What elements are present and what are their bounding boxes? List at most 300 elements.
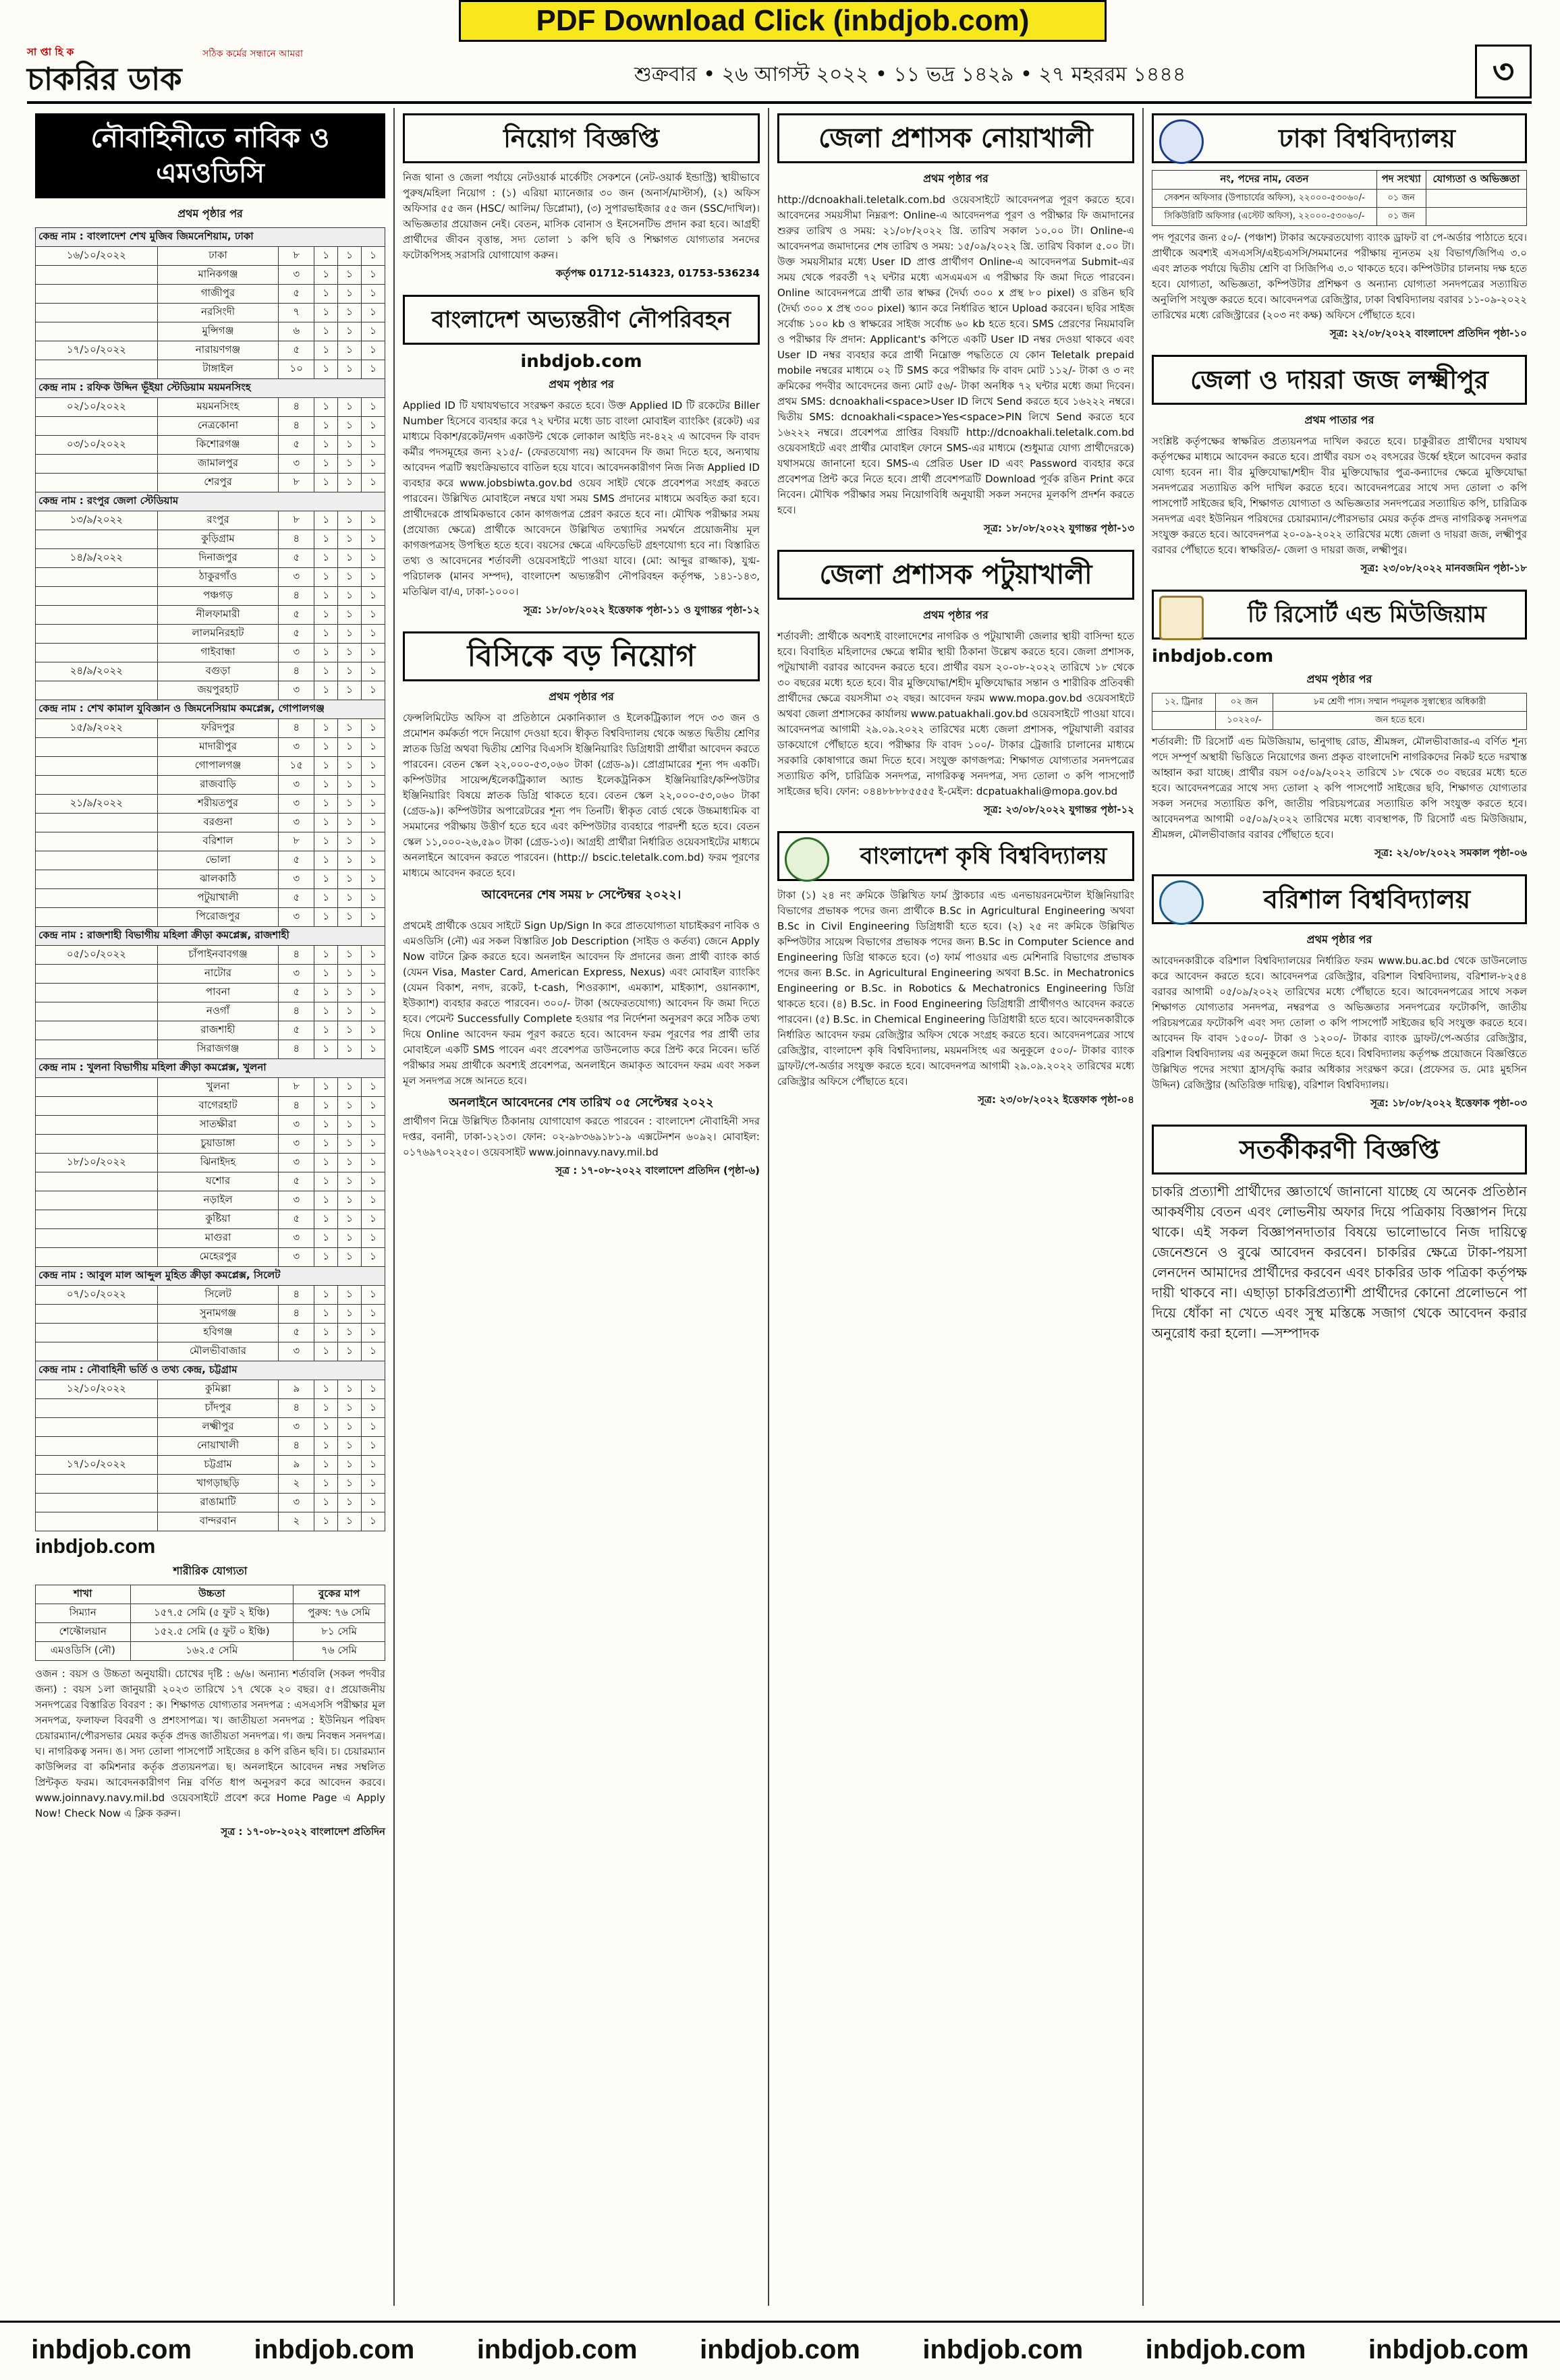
navy-cont-source: সূত্র : ১৭-০৮-২০২২ বাংলাদেশ প্রতিদিন (পৃষ্ঠা-৬) bbox=[555, 1164, 760, 1177]
table-cell: ১ bbox=[361, 1342, 385, 1361]
patuakhali-continued: প্রথম পৃষ্ঠার পর bbox=[923, 608, 988, 621]
table-cell: চুয়াডাঙ্গা bbox=[157, 1135, 279, 1154]
page-number: ৩ bbox=[1475, 45, 1532, 98]
table-cell: ১ bbox=[314, 549, 338, 568]
table-cell: ১ bbox=[338, 474, 362, 492]
table-row bbox=[36, 1418, 385, 1437]
judge-heading: জেলা ও দায়রা জজ লক্ষ্মীপুর bbox=[1152, 355, 1527, 405]
article-bscic bbox=[403, 631, 760, 906]
tea-heading bbox=[1152, 590, 1527, 640]
table-cell: ১ bbox=[314, 1210, 338, 1229]
table-cell: ১ bbox=[338, 1229, 362, 1248]
barishal-source: সূত্র: ১৮/০৮/২০২২ ইত্তেফাক পৃষ্ঠা-০৩ bbox=[1370, 1097, 1527, 1109]
table-cell: ৯ bbox=[279, 1380, 314, 1399]
noakhali-source: সূত্র: ১৮/০৮/২০২২ যুগান্তর পৃষ্ঠা-১৩ bbox=[984, 522, 1134, 534]
table-cell: ১ bbox=[361, 1437, 385, 1456]
table-cell: নওগাঁ bbox=[157, 1002, 279, 1021]
table-cell: ১ bbox=[361, 436, 385, 455]
table-cell: ১ bbox=[338, 1456, 362, 1475]
footer-link[interactable]: inbdjob.com bbox=[254, 2334, 415, 2364]
table-cell: ১ bbox=[338, 568, 362, 587]
venue-table bbox=[35, 227, 385, 1531]
du-header: যোগ্যতা ও অভিজ্ঞতা bbox=[1426, 171, 1526, 190]
table-cell bbox=[36, 285, 158, 304]
venue-name: কেন্দ্র নাম : রফিক উদ্দিন ভূঁইয়া স্টেডিয়াম ময়মনসিংহ bbox=[36, 379, 385, 398]
venue-name: কেন্দ্র নাম : খুলনা বিভাগীয় মহিলা ক্রীড়া কমপ্লেক্স, খুলনা bbox=[36, 1059, 385, 1078]
table-cell: ১ bbox=[314, 436, 338, 455]
footer-link[interactable]: inbdjob.com bbox=[31, 2334, 192, 2364]
venue-header-row bbox=[36, 700, 385, 719]
du-logo-icon bbox=[1159, 119, 1204, 164]
table-cell: নীলফামারী bbox=[157, 606, 279, 625]
table-cell: ১ bbox=[361, 908, 385, 927]
table-row bbox=[36, 606, 385, 625]
column-3 bbox=[769, 108, 1144, 2306]
table-cell: ৮ bbox=[279, 474, 314, 492]
table-row bbox=[1152, 190, 1527, 208]
article-bau bbox=[777, 831, 1134, 1109]
brand bbox=[27, 45, 182, 96]
table-cell: ১ bbox=[361, 341, 385, 360]
table-cell bbox=[36, 1324, 158, 1342]
table-cell: ১ bbox=[361, 1021, 385, 1040]
footer-link[interactable]: inbdjob.com bbox=[700, 2334, 860, 2364]
table-cell: ১ bbox=[314, 1040, 338, 1059]
table-cell: ১ bbox=[338, 436, 362, 455]
table-cell: শেফ্টোলয়ান bbox=[36, 1623, 131, 1642]
brand-weekly: সা প্তা হি ক bbox=[27, 46, 74, 58]
du-cell bbox=[1426, 208, 1526, 226]
judge-body: সংশ্লিষ্ট কর্তৃপক্ষের স্বাক্ষরিত প্রত্যয়নপত্র দাখিল করতে হবে। চাকুরীরত প্রার্থীদের যথাযথ কর্তৃপক্ষের মাধ্যমে আবেদন করতে হবে। প্রার্থীর বয়স ৩২ বৎসরের উর্ধ্বে হইলে আবেদন করার যোগ্য হবেন না। বীর মুক্তিযোদ্ধা/শহীদ বীর মুক্তিযোদ্ধার পুত্র-কন্যাদের ক্ষেত্রে মুক্তিযোদ্ধা সনদপত্রের সত্যায়িত কপি দাখিল করতে হবে। আবেদনপত্রের সাথে সদ্য তোলা ৩ কপি পাসপোর্ট সাইজের ছবি, শিক্ষাগত যোগ্যতা ও অভিজ্ঞতার সনদপত্রের সত্যায়িত কপি, চারিত্রিক সনদপত্র এবং ইউনিয়ন পরিষদের চেয়ারম্যান/পৌরসভার মেয়র কর্তৃক প্রদত্ত নাগরিকত্ব সনদপত্র সংযুক্ত করতে হবে। আবেদনপত্র ২০-০৯-২০২২ তারিখের মধ্যে জেলা ও দায়রা জজ, লক্ষ্মীপুর বরাবর পৌঁছাতে হবে। স্বাক্ষরিত/- জেলা ও দায়রা জজ, লক্ষ্মীপুর। bbox=[1152, 435, 1527, 556]
table-cell: ১ bbox=[314, 511, 338, 530]
navy-source: সূত্র : ১৭-০৮-২০২২ বাংলাদেশ প্রতিদিন bbox=[221, 1825, 385, 1838]
table-cell: ১ bbox=[361, 322, 385, 341]
table-cell: ১ bbox=[361, 965, 385, 984]
notice-body: নিজ থানা ও জেলা পর্যায়ে নেটওয়ার্ক মার্কেটিং সেকশনে (নেট-ওয়ার্ক ইন্ডাস্ট্রি) স্থায়ীভাবে পুরুষ/মহিলা নিয়োগ : (১) এরিয়া ম্যানেজার ৩০ জন (অনার্স/মাস্টার্স), (২) অফিস অফিসার ৫৫ জন (HSC/ আলিম/ ডিপ্লোমা), (৩) সুপারভাইজার ৫৫ জন (SSC/দাখিল)। অভিজ্ঞতার প্রয়োজন নেই। বেতন, মাসিক বোনাস ও ইনসেনটিভ প্রদান করা হবে। আগ্রহী প্রার্থীদের জীবন বৃত্তান্ত, সদ্য তোলা ১ কপি ছবি ও শিক্ষাগত যোগ্যতার সনদের ফটোকপিসহ সরাসরি যোগাযোগ করুন। bbox=[403, 171, 760, 261]
table-cell: চাঁপাইনবাবগঞ্জ bbox=[157, 946, 279, 965]
bscic-deadline: আবেদনের শেষ সময় ৮ সেপ্টেম্বর ২০২২। bbox=[481, 888, 681, 902]
article-judge bbox=[1152, 355, 1527, 577]
du-heading-text: ঢাকা বিশ্ববিদ্যালয় bbox=[1279, 123, 1455, 153]
table-cell: ১ bbox=[361, 757, 385, 776]
footer-link[interactable]: inbdjob.com bbox=[922, 2334, 1084, 2364]
table-cell bbox=[36, 1342, 158, 1361]
table-cell: ১ bbox=[361, 285, 385, 304]
table-cell: ১ bbox=[361, 1399, 385, 1418]
table-cell: ১৬২.৫ সেমি bbox=[130, 1642, 294, 1661]
table-cell: ১ bbox=[338, 511, 362, 530]
table-row bbox=[36, 644, 385, 662]
footer-link[interactable]: inbdjob.com bbox=[1368, 2334, 1529, 2364]
table-row bbox=[36, 719, 385, 738]
table-cell: ১ bbox=[338, 417, 362, 436]
table-row bbox=[36, 1494, 385, 1512]
table-row bbox=[36, 1229, 385, 1248]
patuakhali-heading: জেলা প্রশাসক পটুয়াখালী bbox=[777, 550, 1134, 600]
table-cell: ১ bbox=[338, 549, 362, 568]
table-cell: ১ bbox=[361, 455, 385, 474]
table-cell: গাজীপুর bbox=[157, 285, 279, 304]
table-cell: ১ bbox=[338, 1305, 362, 1324]
table-cell: ১ bbox=[361, 1305, 385, 1324]
table-cell: ১ bbox=[314, 1399, 338, 1418]
caution-body: চাকরি প্রত্যাশী প্রার্থীদের জ্ঞাতার্থে জানানো যাচ্ছে যে অনেক প্রতিষ্ঠান আকর্ষণীয় বেতন এবং লোভনীয় অফার দিয়ে পত্রিকায় বিজ্ঞাপন দিয়ে থাকে। এই সকল বিজ্ঞাপনদাতার বিষয়ে ভালোভাবে নিজ দায়িত্বে জেনেশুনে ও বুঝে আবেদন করবেন। চাকরির ক্ষেত্রে টাকা-পয়সা লেনদেন আমাদের প্রার্থীদের করবেন এবং চাকরির ডাক পত্রিকা কর্তৃপক্ষ দায়ী থাকবে না। এছাড়া চাকরিপ্রত্যাশী প্রার্থীদের কোনো প্রলোভনে পা দিয়ে ধোঁকা না খেতে এবং সুস্থ মস্তিষ্কে সজাগ থেকে আবেদন করার অনুরোধ করা হলো। —সম্পাদক bbox=[1152, 1183, 1527, 1341]
table-cell: ১ bbox=[361, 984, 385, 1002]
table-cell bbox=[36, 757, 158, 776]
tea-cell bbox=[1152, 712, 1216, 730]
table-cell: বরিশাল bbox=[157, 832, 279, 851]
table-cell: ১ bbox=[361, 662, 385, 681]
table-cell: ১ bbox=[361, 511, 385, 530]
bau-source: সূত্র: ২৩/০৮/২০২২ ইত্তেফাক পৃষ্ঠা-০৪ bbox=[978, 1094, 1134, 1106]
table-cell: ১ bbox=[361, 1097, 385, 1116]
watermark: inbdjob.com bbox=[35, 1535, 156, 1558]
table-cell: ১৭/১০/২০২২ bbox=[36, 1456, 158, 1475]
table-cell bbox=[36, 304, 158, 322]
table-cell: কিশোরগঞ্জ bbox=[157, 436, 279, 455]
table-cell: ১ bbox=[361, 549, 385, 568]
table-cell: ১ bbox=[314, 1021, 338, 1040]
table-cell: দিনাজপুর bbox=[157, 549, 279, 568]
table-cell: ১ bbox=[361, 832, 385, 851]
table-cell: ১ bbox=[361, 814, 385, 832]
table-cell: ১ bbox=[338, 1002, 362, 1021]
table-cell: ১ bbox=[314, 1097, 338, 1116]
table-cell: ১ bbox=[314, 1191, 338, 1210]
table-cell: ৫ bbox=[279, 1324, 314, 1342]
table-cell: ৪ bbox=[279, 1097, 314, 1116]
du-source: সূত্র: ২২/০৮/২০২২ বাংলাদেশ প্রতিদিন পৃষ্ঠা-১০ bbox=[1329, 327, 1527, 339]
table-cell: ১৫২.৫ সেমি (৫ ফুট ০ ইঞ্চি) bbox=[130, 1623, 294, 1642]
table-cell bbox=[36, 814, 158, 832]
table-row bbox=[36, 266, 385, 285]
table-cell: ১ bbox=[361, 266, 385, 285]
footer-link[interactable]: inbdjob.com bbox=[476, 2334, 638, 2364]
table-cell: ৩ bbox=[279, 455, 314, 474]
table-cell bbox=[36, 908, 158, 927]
table-cell: ১ bbox=[338, 1040, 362, 1059]
table-cell: ২১/৯/২০২২ bbox=[36, 795, 158, 814]
biwta-body: Applied ID টি যথাযথভাবে সংরক্ষণ করতে হবে। উক্ত Applied ID টি রকেটের Biller Number হিসেবে ব্যবহার করে ৭২ ঘন্টার মধ্যে ডাচ বাংলা মোবাইল ব্যাংকিং (রকেট) এর মাধ্যমে বিকাশ/রকেট/নগদ একাউন্ট থেকে লোকাল আইডি নং-৪২২ এ আবেদন ফি বাবদ কর্মীর পদসমূহের জন্য ২১৫/- (ফেরতযোগ্য নয়) আবেদন ফি জমা দিতে হবে, অন্যথায় আবেদন পত্রটি স্বয়ংক্রিয়ভাবে বাতিল হয়ে যাবে। আবেদনকারীগণ নিজ নিজ Applied ID ব্যবহার করে www.jobsbiwta.gov.bd ওয়েব সাইট থেকে প্রবেশপত্র সংগ্রহ করতে পারবেন। উল্লিখিত মোবাইলে নম্বরে যথা সময় SMS প্রদানের মাধ্যমে অবহিত করা হবে। প্রার্থীদেরকে প্রাথমিকভাবে কোন কাগজপত্র প্রেরণ করতে হবে না। মৌখিক পরীক্ষার সময় (প্রযোজ্য ক্ষেত্রে) প্রার্থীকে আবেদনে উল্লিখিত তথ্যাদির সমর্থনে প্রয়োজনীয় মূল কাগজপত্রসহ উপস্থিত হতে হবে। বয়সের ক্ষেত্রে এফিডেভিট গ্রহণযোগ্য হবে না। বিস্তারিত তথ্য ও আবেদনের শর্তাবলী ওয়েবসাইটে পাওয়া যাবে। (মো: আব্দুর রাজ্জাক), যুগ্ম-পরিচালক (মানব সম্পদ), বাংলাদেশ অভ্যন্তরীণ নৌপরিবহন কর্তৃপক্ষ, ১৪১-১৪৩, মতিঝিল বা/এ, ঢাকা-১০০০। bbox=[403, 399, 760, 598]
table-cell: ১ bbox=[314, 1475, 338, 1494]
table-row bbox=[1152, 208, 1527, 226]
table-cell: কুমিল্লা bbox=[157, 1380, 279, 1399]
table-cell: ১ bbox=[338, 776, 362, 795]
venue-name: কেন্দ্র নাম : বাংলাদেশ শেখ মুজিব জিমনেশিয়াম, ঢাকা bbox=[36, 228, 385, 247]
table-cell: ১ bbox=[338, 1437, 362, 1456]
table-row bbox=[36, 1642, 385, 1661]
table-cell: ১ bbox=[338, 247, 362, 266]
table-cell: ১ bbox=[361, 1475, 385, 1494]
table-cell: ১ bbox=[338, 360, 362, 379]
table-cell: ১ bbox=[314, 285, 338, 304]
table-cell: গোপালগঞ্জ bbox=[157, 757, 279, 776]
table-cell: ১ bbox=[314, 757, 338, 776]
table-cell: ১ bbox=[338, 398, 362, 417]
table-cell bbox=[36, 530, 158, 549]
table-cell: ১ bbox=[314, 1229, 338, 1248]
barishal-heading-text: বরিশাল বিশ্ববিদ্যালয় bbox=[1263, 884, 1471, 914]
table-cell: ১ bbox=[338, 1494, 362, 1512]
table-cell: সাতক্ষীরা bbox=[157, 1116, 279, 1135]
table-cell: ১ bbox=[314, 1286, 338, 1305]
bscic-body: ফেন্সলিমিটেড অফিস বা প্রতিষ্ঠানে মেকানিক্যাল ও ইলেকট্রিক্যাল পদে ৩৩ জন ও প্রমোশন কর্মকর্তা পদে নিয়োগ দেওয়া হবে। স্বীকৃত বিশ্ববিদ্যালয় থেকে অন্তত দ্বিতীয় শ্রেণির স্নাতক ডিগ্রি অথবা দ্বিতীয় শ্রেণির বিএসসি ইঞ্জিনিয়ারিং ডিগ্রিধারী প্রার্থীরা আবেদন করতে পারবেন। বেতন স্কেল ২২,০০০-৫৩,০৬০ টাকা (গ্রেড-৯)। প্রোগ্রামারের শূন্য পদ একটি। কম্পিউটার সায়েন্স/ইলেকট্রিক্যাল অ্যান্ড ইলেকট্রনিকস ইঞ্জিনিয়ারিং/কম্পিউটার ইঞ্জিনিয়ারিং বিষয়ে স্নাতক ডিগ্রি থাকতে হবে। বেতন স্কেল ২২,০০০-৫৩,০৬০ টাকা (গ্রেড-৯)। কম্পিউটার অপারেটরের শূন্য পদ তিনটি। স্বীকৃত বোর্ড থেকে উচ্চমাধ্যমিক বা সমমানের পরীক্ষায় উত্তীর্ণ হতে হবে এবং কম্পিউটার ব্যবহারে পারদর্শী হতে হবে। বেতন স্কেল ১১,০০০-২৬,৫৯০ টাকা (গ্রেড-১৩)। আগ্রহী প্রার্থীরা নির্ধারিত ওয়েবসাইটের মাধ্যমে অনলাইনে আবেদন করতে পারবেন। (http:// bscic.teletalk.com.bd) ফরম পূরণের মাধ্যমে আবেদন করতে হবে। bbox=[403, 712, 760, 879]
table-cell: ১ bbox=[361, 719, 385, 738]
table-cell: হবিগঞ্জ bbox=[157, 1324, 279, 1342]
table-cell: ১ bbox=[361, 1191, 385, 1210]
table-cell: ১ bbox=[361, 644, 385, 662]
table-cell: ১৭/১০/২০২২ bbox=[36, 341, 158, 360]
table-cell: ১ bbox=[338, 1154, 362, 1172]
table-row bbox=[36, 965, 385, 984]
table-row bbox=[36, 322, 385, 341]
table-row bbox=[36, 568, 385, 587]
tagline: সঠিক কর্মের সন্ধানে আমরা bbox=[202, 49, 304, 59]
table-cell bbox=[36, 625, 158, 644]
download-banner[interactable]: PDF Download Click (inbdjob.com) bbox=[459, 0, 1107, 42]
table-cell: ৪ bbox=[279, 417, 314, 436]
table-cell: ৩ bbox=[279, 568, 314, 587]
tea-cell: জন হতে হবে। bbox=[1273, 712, 1527, 730]
navy-continued: প্রথম পৃষ্ঠার পর bbox=[177, 207, 243, 220]
table-cell: ১ bbox=[314, 795, 338, 814]
table-cell: ১ bbox=[338, 946, 362, 965]
table-cell: শরীয়তপুর bbox=[157, 795, 279, 814]
navy-deadline: অনলাইনে আবেদনের শেষ তারিখ ০৫ সেপ্টেম্বর ২০২২ bbox=[449, 1096, 714, 1110]
table-cell: ১ bbox=[361, 1324, 385, 1342]
table-cell: ১ bbox=[338, 1475, 362, 1494]
table-cell: ৩ bbox=[279, 776, 314, 795]
table-cell: কুষ্টিয়া bbox=[157, 1210, 279, 1229]
table-cell bbox=[36, 1135, 158, 1154]
table-cell: ১ bbox=[338, 1135, 362, 1154]
table-cell: যশোর bbox=[157, 1172, 279, 1191]
table-cell: ১ bbox=[314, 1494, 338, 1512]
bau-heading-text: বাংলাদেশ কৃষি বিশ্ববিদ্যালয় bbox=[860, 843, 1107, 870]
table-cell: বাগেরহাট bbox=[157, 1097, 279, 1116]
table-cell: রাজবাড়ি bbox=[157, 776, 279, 795]
table-cell: ১ bbox=[361, 568, 385, 587]
table-cell: ১ bbox=[361, 474, 385, 492]
table-cell: ১ bbox=[361, 1154, 385, 1172]
table-cell: ১ bbox=[338, 341, 362, 360]
table-row bbox=[36, 1116, 385, 1135]
table-cell: ১৫৭.৫ সেমি (৫ ফুট ২ ইঞ্চি) bbox=[130, 1604, 294, 1623]
table-cell bbox=[36, 776, 158, 795]
table-cell: ৩ bbox=[279, 1154, 314, 1172]
table-cell: ১ bbox=[314, 606, 338, 625]
venue-name: কেন্দ্র নাম : শেখ কামাল যুবিজ্ঞান ও জিমনেসিয়াম কমপ্লেক্স, গোপালগঞ্জ bbox=[36, 700, 385, 719]
table-cell: ২৪/৯/২০২২ bbox=[36, 662, 158, 681]
table-cell: ১ bbox=[361, 1229, 385, 1248]
table-cell: ১ bbox=[361, 247, 385, 266]
table-cell: ১ bbox=[314, 719, 338, 738]
tea-cell: ১২. ট্রিনার bbox=[1152, 693, 1216, 712]
table-cell: ঝিনাইদহ bbox=[157, 1154, 279, 1172]
du-cell: ০১ জন bbox=[1376, 190, 1426, 208]
tea-cell: ৮ম শ্রেণী পাস। সম্মান পদমূলক সুস্বাস্থ্যের অধিকারী bbox=[1273, 693, 1527, 712]
table-cell: সিলেট bbox=[157, 1286, 279, 1305]
table-cell: চট্টগ্রাম bbox=[157, 1456, 279, 1475]
biwta-continued: প্রথম পৃষ্ঠার পর bbox=[549, 378, 614, 391]
table-row bbox=[36, 1342, 385, 1361]
table-cell: ১ bbox=[361, 606, 385, 625]
table-cell: ৩ bbox=[279, 908, 314, 927]
table-cell: ১ bbox=[314, 662, 338, 681]
table-cell: ৪ bbox=[279, 530, 314, 549]
table-row bbox=[36, 1456, 385, 1475]
du-cell bbox=[1426, 190, 1526, 208]
table-cell bbox=[36, 1097, 158, 1116]
table-cell bbox=[36, 870, 158, 889]
notice-contact: কর্তৃপক্ষ 01712-514323, 01753-536234 bbox=[555, 267, 760, 279]
article-navy-continued bbox=[403, 918, 760, 1180]
table-cell: ১ bbox=[361, 1418, 385, 1437]
article-noakhali bbox=[777, 113, 1134, 538]
table-cell: ০২/১০/২০২২ bbox=[36, 398, 158, 417]
table-cell: ১ bbox=[361, 870, 385, 889]
table-cell: ১ bbox=[338, 719, 362, 738]
table-cell bbox=[36, 965, 158, 984]
table-cell: ১ bbox=[361, 417, 385, 436]
table-cell: ৪ bbox=[279, 946, 314, 965]
table-cell bbox=[36, 1399, 158, 1418]
table-cell: গাইবান্ধা bbox=[157, 644, 279, 662]
table-cell: ১ bbox=[338, 662, 362, 681]
bau-body: টাকা (১) ২৪ নং ক্রমিকে উল্লিখিত ফার্ম স্ট্রাকচার এন্ড এনভায়রনমেন্টাল ইঞ্জিনিয়ারিং বিভাগের প্রভাষক পদের জন্য প্রার্থীকে B.Sc in Agricultural Engineering অথবা B.Sc in Civil Engineering ডিগ্রিধারী হতে হবে। (২) ২৫ নং ক্রমিকে উল্লিখিত কম্পিউটার সায়েন্স বিভাগের প্রভাষক পদের জন্য B.Sc in Computer Science and Engineering ডিগ্রি থাকতে হবে। (৩) ফার্ম পাওয়ার এন্ড মেশিনারি বিভাগের প্রভাষক পদের জন্য B.Sc. in Agricultural Engineering অথবা B.Sc. in Mechatronics Engineering or B.Sc. in Robotics & Mechatronics Engineering ডিগ্রি থাকতে হবে। (৪) B.Sc. in Food Engineering ডিগ্রিধারী প্রার্থীগণও আবেদন করতে পারবেন। (৫) B.Sc. in Chemical Engineering ডিগ্রিধারী হতে হবে। আবেদনকারীকে নির্ধারিত আবেদন ফরম রেজিস্ট্রার অফিস থেকে সংগ্রহ করতে হবে। আবেদনপত্রের সাথে রেজিস্ট্রার, বাংলাদেশ কৃষি বিশ্ববিদ্যালয়, ময়মনসিংহ এর অনুকূলে ৫০০/- টাকার ব্যাংক ড্রাফট/পে-অর্ডার সংযুক্ত করতে হবে। আবেদনপত্র আগামী ২৯.০৯.২০২২ তারিখের মধ্যে রেজিস্ট্রার অফিসে পৌঁছাতে হবে। bbox=[777, 889, 1134, 1087]
table-cell: মৌলভীবাজার bbox=[157, 1342, 279, 1361]
caution-heading: সতর্কীকরণী বিজ্ঞপ্তি bbox=[1152, 1125, 1527, 1174]
table-cell: ১ bbox=[361, 1494, 385, 1512]
table-cell: ১ bbox=[361, 1040, 385, 1059]
judge-continued: প্রথম পাতার পর bbox=[1304, 414, 1374, 426]
table-cell: ৫ bbox=[279, 625, 314, 644]
table-cell: ১ bbox=[338, 1324, 362, 1342]
table-cell: ১ bbox=[338, 1097, 362, 1116]
table-cell: ১ bbox=[361, 587, 385, 606]
table-cell: ৪ bbox=[279, 587, 314, 606]
table-cell bbox=[36, 1418, 158, 1437]
notice-heading: নিয়োগ বিজ্ঞপ্তি bbox=[403, 113, 760, 163]
table-cell: ১ bbox=[361, 625, 385, 644]
table-cell: ১০ bbox=[279, 360, 314, 379]
table-cell: ২ bbox=[279, 1512, 314, 1531]
table-cell: ৮ bbox=[279, 832, 314, 851]
table-cell: ৫ bbox=[279, 285, 314, 304]
table-cell: ১৫ bbox=[279, 757, 314, 776]
masthead bbox=[27, 45, 1532, 104]
table-cell bbox=[36, 1512, 158, 1531]
table-cell: পুরুষ: ৭৬ সেমি bbox=[294, 1604, 385, 1623]
table-cell: ১ bbox=[314, 568, 338, 587]
table-cell bbox=[36, 606, 158, 625]
table-cell: ১ bbox=[361, 1512, 385, 1531]
bau-heading bbox=[777, 831, 1134, 881]
table-cell bbox=[36, 1229, 158, 1248]
table-row bbox=[36, 1437, 385, 1456]
table-row bbox=[36, 530, 385, 549]
table-row bbox=[36, 1021, 385, 1040]
table-cell: ৩ bbox=[279, 870, 314, 889]
patuakhali-source: সূত্র: ২৩/০৮/২০২২ যুগান্তর পৃষ্ঠা-১২ bbox=[984, 803, 1134, 816]
table-cell: ১ bbox=[361, 889, 385, 908]
article-barishal bbox=[1152, 874, 1527, 1112]
column-4 bbox=[1144, 108, 1535, 2306]
table-cell: সিম্যান bbox=[36, 1604, 131, 1623]
venue-name: কেন্দ্র নাম : আবুল মাল আব্দুল মুহিত ক্রীড়া কমপ্লেক্স, সিলেট bbox=[36, 1267, 385, 1286]
table-cell: ৫ bbox=[279, 436, 314, 455]
table-cell: ১ bbox=[314, 1512, 338, 1531]
table-cell: ১ bbox=[314, 984, 338, 1002]
table-cell: ১ bbox=[314, 1418, 338, 1437]
table-cell: ১ bbox=[314, 266, 338, 285]
table-cell: ৩ bbox=[279, 644, 314, 662]
table-cell: ১ bbox=[314, 1248, 338, 1267]
article-du bbox=[1152, 113, 1527, 343]
table-cell: ১ bbox=[361, 776, 385, 795]
table-cell: ৫ bbox=[279, 889, 314, 908]
table-row bbox=[36, 681, 385, 700]
table-cell: ১ bbox=[314, 530, 338, 549]
tea-logo-icon bbox=[1159, 596, 1204, 640]
table-cell: ৩ bbox=[279, 1229, 314, 1248]
table-cell: ৫ bbox=[279, 1210, 314, 1229]
table-cell: ১ bbox=[338, 1342, 362, 1361]
table-row bbox=[36, 511, 385, 530]
table-cell: কুড়িগ্রাম bbox=[157, 530, 279, 549]
table-cell: নারায়ণগঞ্জ bbox=[157, 341, 279, 360]
table-cell: ৩ bbox=[279, 1248, 314, 1267]
table-cell: ১ bbox=[314, 832, 338, 851]
table-cell: ৫ bbox=[279, 1021, 314, 1040]
table-cell: ৩ bbox=[279, 795, 314, 814]
table-row bbox=[36, 1135, 385, 1154]
table-cell bbox=[36, 644, 158, 662]
table-cell: ১ bbox=[314, 455, 338, 474]
biwta-heading: বাংলাদেশ অভ্যন্তরীণ নৌপরিবহন bbox=[403, 295, 760, 345]
table-cell: ১ bbox=[314, 417, 338, 436]
table-cell: ১ bbox=[338, 832, 362, 851]
table-cell: ৫ bbox=[279, 341, 314, 360]
table-cell: ১ bbox=[314, 1305, 338, 1324]
article-biwta bbox=[403, 295, 760, 619]
table-cell: বান্দরবান bbox=[157, 1512, 279, 1531]
table-cell: ১ bbox=[338, 738, 362, 757]
table-cell: শেরপুর bbox=[157, 474, 279, 492]
table-cell: ১ bbox=[314, 341, 338, 360]
table-cell: ৪ bbox=[279, 1002, 314, 1021]
table-cell bbox=[36, 417, 158, 436]
footer-link[interactable]: inbdjob.com bbox=[1145, 2334, 1306, 2364]
table-cell: ১ bbox=[314, 1437, 338, 1456]
table-cell: ৪ bbox=[279, 398, 314, 417]
table-cell: ৪ bbox=[279, 1437, 314, 1456]
article-patuakhali bbox=[777, 550, 1134, 819]
article-tea bbox=[1152, 590, 1527, 862]
table-cell bbox=[36, 1210, 158, 1229]
table-row bbox=[36, 1097, 385, 1116]
du-table bbox=[1152, 170, 1527, 226]
table-cell: ১ bbox=[361, 1286, 385, 1305]
table-row bbox=[36, 1210, 385, 1229]
table-cell: পঞ্চগড় bbox=[157, 587, 279, 606]
table-cell: ৩ bbox=[279, 1494, 314, 1512]
table-cell: ২ bbox=[279, 1475, 314, 1494]
table-cell: ৪ bbox=[279, 1286, 314, 1305]
table-cell: ১ bbox=[314, 247, 338, 266]
table-cell: ৪ bbox=[279, 1040, 314, 1059]
table-cell: ১ bbox=[361, 681, 385, 700]
